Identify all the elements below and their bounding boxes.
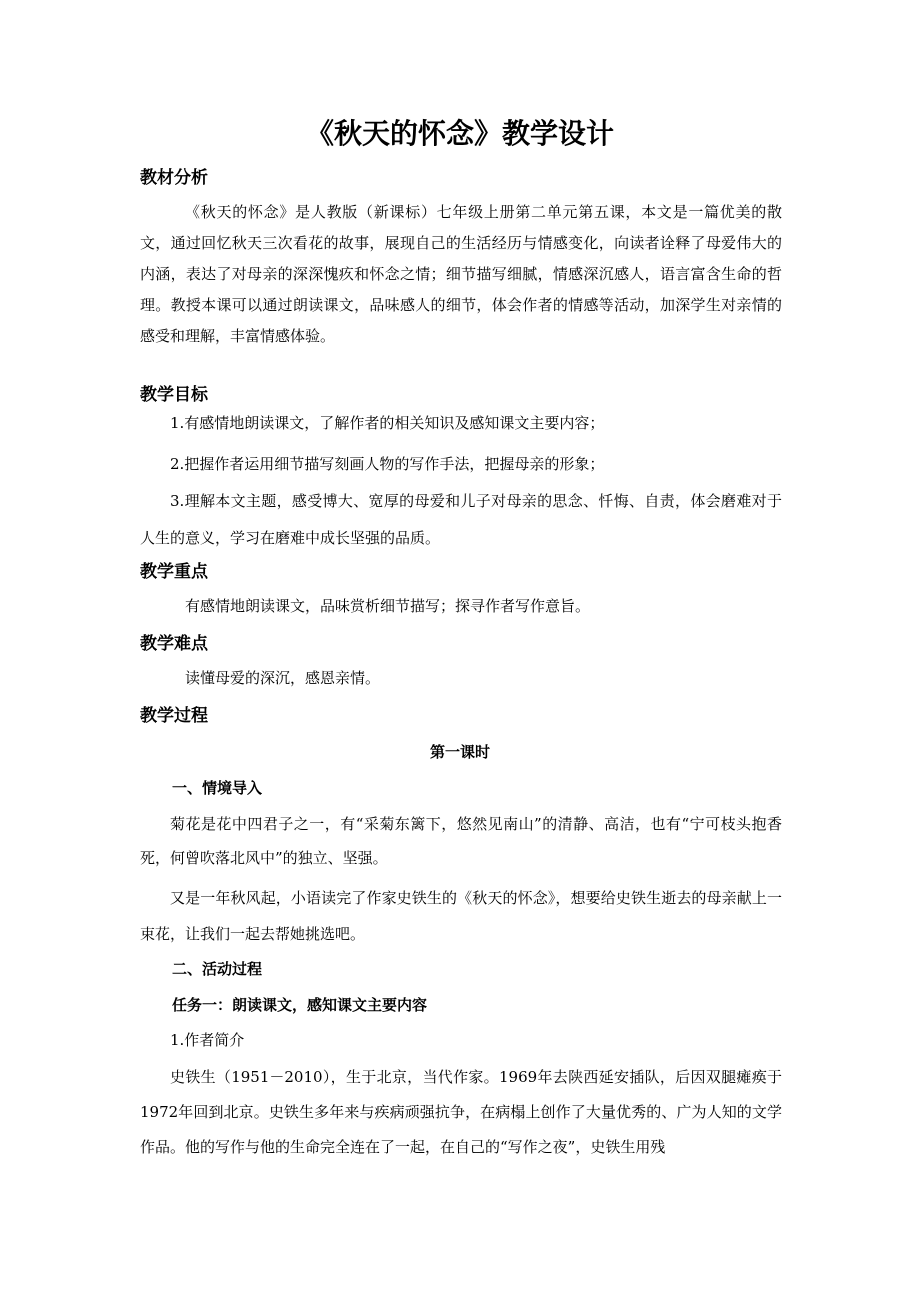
analysis-paragraph: 《秋天的怀念》是人教版（新课标）七年级上册第二单元第五课，本文是一篇优美的散文，通过回忆秋天三次看花的故事，展现自己的生活经历与情感变化，向读者诠释了母爱伟大的内涵，表达了对母亲的深深愧疚和怀念之情；细节描写细腻，情感深沉感人，语言富含生命的哲理。教授本课可以通过朗读课文，品味感人的细节，体会作者的情感等活动，加深学生对亲情的感受和理解，丰富情感体验。 [140,203,782,345]
heading-analysis: 教材分析 [140,168,208,188]
part2-heading: 二、活动过程 [172,960,263,978]
goal-item-3: 3.理解本文主题，感受博大、宽厚的母爱和儿子对母亲的思念、忏悔、自责，体会磨难对于人生的意义，学习在磨难中成长坚强的品质。 [140,492,782,547]
heading-goals: 教学目标 [140,385,208,405]
lesson-title: 第一课时 [429,743,490,761]
task-heading: 任务一：朗读课文，感知课文主要内容 [172,996,428,1014]
part1-heading: 一、情境导入 [172,779,263,797]
author-intro-label: 1.作者简介 [170,1031,245,1049]
difficulties-text: 读懂母爱的深沉，感恩亲情。 [185,669,381,687]
heading-difficulties: 教学难点 [140,634,208,654]
part1-paragraph-1: 菊花是花中四君子之一，有“采菊东篱下，悠然见南山”的清静、高洁，也有“宁可枝头抱香死，何曾吹落北风中”的独立、坚强。 [140,815,782,867]
document-title: 《秋天的怀念》教学设计 [305,117,614,150]
goal-item-1: 1.有感情地朗读课文，了解作者的相关知识及感知课文主要内容； [170,414,605,432]
heading-process: 教学过程 [140,706,208,726]
heading-key-points: 教学重点 [140,562,208,582]
author-bio-paragraph: 史铁生（1951－2010），生于北京，当代作家。1969年去陕西延安插队，后因双腿瘫痪于1972年回到北京。史铁生多年来与疾病顽强抗争，在病榻上创作了大量优秀的、广为人知的文学作品。他的写作与他的生命完全连在了一起，在自己的“写作之夜”，史铁生用残 [140,1068,782,1156]
key-points-text: 有感情地朗读课文，品味赏析细节描写；探寻作者写作意旨。 [185,597,591,615]
part1-paragraph-2: 又是一年秋风起，小语读完了作家史铁生的《秋天的怀念》，想要给史铁生逝去的母亲献上一束花，让我们一起去帮她挑选吧。 [140,889,782,943]
goal-item-2: 2.把握作者运用细节描写刻画人物的写作手法，把握母亲的形象； [170,455,605,473]
